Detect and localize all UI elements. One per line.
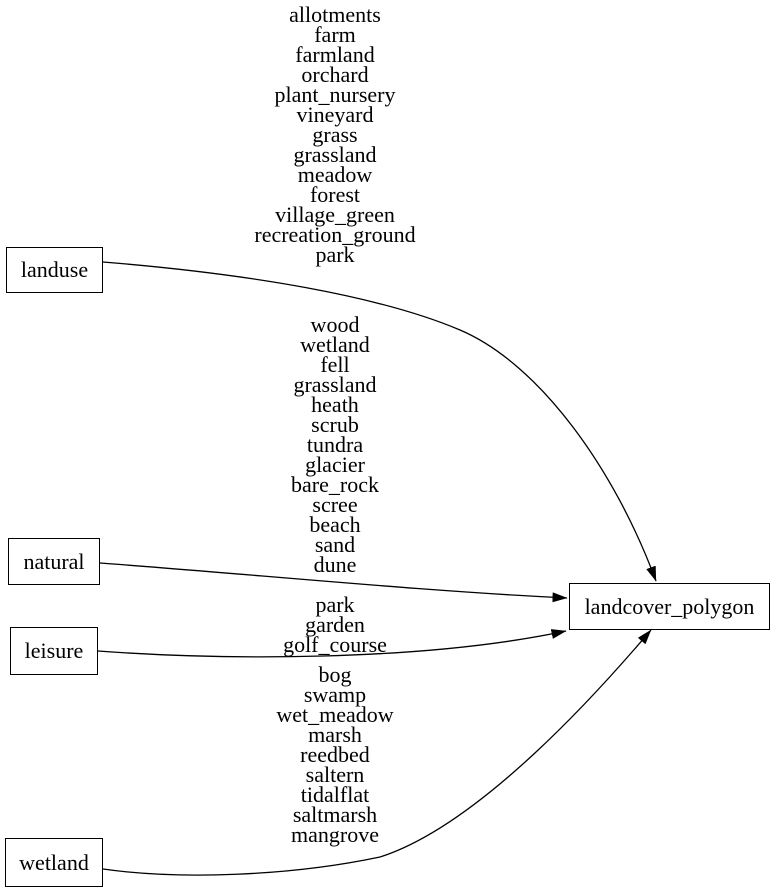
edge-value: park xyxy=(315,242,355,267)
edge-value: village_green xyxy=(275,202,395,227)
edge-label-wetland-values xyxy=(276,662,394,847)
edge-label-natural-values xyxy=(291,312,379,577)
edge-value: farm xyxy=(314,22,356,47)
edge-value: swamp xyxy=(303,682,367,707)
edge-value: sand xyxy=(314,532,356,557)
edge-value: bog xyxy=(318,662,352,687)
edge-value: plant_nursery xyxy=(274,82,396,107)
edge-value: forest xyxy=(309,182,361,207)
edge-value: marsh xyxy=(308,722,362,747)
node-natural xyxy=(8,538,100,585)
edge-value: allotments xyxy=(289,2,381,27)
edge-value: heath xyxy=(311,392,359,417)
edge-value: vineyard xyxy=(296,102,374,127)
edge-value: glacier xyxy=(305,452,365,477)
node-label: leisure xyxy=(24,638,84,663)
edge-value: grass xyxy=(312,122,358,147)
node-label: natural xyxy=(23,548,85,574)
edge-value: saltmarsh xyxy=(292,802,378,827)
edge-value: wood xyxy=(310,312,360,337)
node-leisure xyxy=(10,627,98,675)
edge-value: dune xyxy=(313,552,357,577)
edge-value: garden xyxy=(305,612,365,637)
edge-label-leisure-values xyxy=(283,592,387,657)
edge-value: golf_course xyxy=(283,632,387,657)
edge-value: wet_meadow xyxy=(276,702,394,727)
node-landuse xyxy=(6,247,103,293)
edge-value: bare_rock xyxy=(291,472,379,497)
node-landcover-polygon xyxy=(569,583,770,630)
edge-value: farmland xyxy=(295,42,375,67)
edge-value: recreation_ground xyxy=(254,222,416,247)
edge-value: grassland xyxy=(293,142,377,167)
edge-label-landuse-values xyxy=(254,2,416,267)
edge-value: meadow xyxy=(297,162,373,187)
edge-value: orchard xyxy=(301,62,369,87)
edge-value: wetland xyxy=(300,332,370,357)
edge-value: saltern xyxy=(305,762,365,787)
node-wetland xyxy=(5,838,103,887)
edge-value: grassland xyxy=(293,372,377,397)
edge-value: tundra xyxy=(306,432,364,457)
edge-value: reedbed xyxy=(300,742,370,767)
edge-value: park xyxy=(315,592,355,617)
edge-landuse-to-landcover_polygon xyxy=(103,262,656,581)
edge-value: beach xyxy=(309,512,361,537)
node-label: wetland xyxy=(19,849,89,875)
edge-value: fell xyxy=(320,352,350,377)
edge-value: scree xyxy=(312,492,358,517)
edge-value: scrub xyxy=(311,412,359,437)
node-label: landcover_polygon xyxy=(584,593,755,619)
edge-value: mangrove xyxy=(291,822,379,847)
edge-value: tidalflat xyxy=(300,782,370,807)
node-label: landuse xyxy=(20,257,89,282)
